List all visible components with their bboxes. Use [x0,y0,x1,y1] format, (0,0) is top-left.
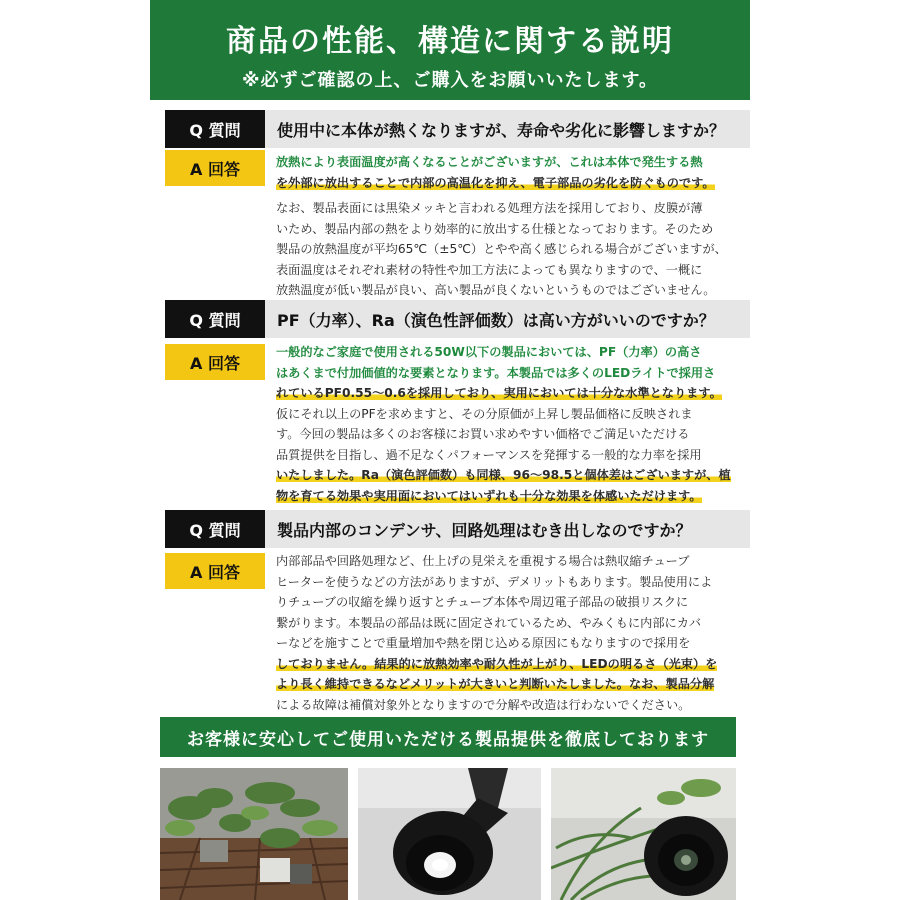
answer-line: 表面温度はそれぞれ素材の特性や加工方法によっても異なりますので、一概に [276,262,703,277]
answer-line [276,486,742,507]
question-row-2 [165,300,750,338]
answer-label: A 回答 [165,553,265,589]
question-text: 製品内部のコンデンサ、回路処理はむき出しなのですか？ [265,510,750,548]
hl-phrase: 物を育てる効果や実用面においてはいずれも十分な効果を体感いただけます。 [276,488,702,503]
answer-line: 品質提供を目指し、過不足なくパフォーマンスを発揮する一般的な力率を採用 [276,447,702,462]
answer-body-2 [276,342,742,506]
answer-line [276,465,742,486]
page-subtitle: ※必ずご確認の上、ご購入をお願いいたします。 [241,70,659,91]
spotlight-photo [358,768,541,900]
spotlight-plants-photo [551,768,736,900]
hl-phrase: しておりません。結果的に放熱効率や耐久性が上がり、LEDの明るさ（光束）を [276,656,718,671]
answer-line: なお、製品表面には黒染メッキと言われる処理方法を採用しており、皮膜が薄 [276,201,703,215]
answer-body-1 [276,152,742,301]
question-label: Q 質問 [165,110,265,148]
hl-phrase: より長く維持できるなどメリットが大きいと判断いたしました。なお、製品分解 [276,677,715,691]
hl-phrase: れているPF0.55〜0.6を採用しており、実用においては十分な水準となります。 [276,386,722,400]
answer-line: いため、製品内部の熱をより効率的に放出する仕様となっております。そのため [276,221,714,236]
hl-phrase: 放熱により表面温度が高くなることがございますが、これは本体で発生する熱 [276,155,703,169]
answer-line: ーなどを施すことで重量増加や熱を閉じ込める原因にもなりますので採用を [276,636,691,650]
answer-line [276,654,742,675]
hl-phrase: 一般的なご家庭で使用される50W以下の製品においては、PF（力率）の高さ [276,345,702,359]
page-title: 商品の性能、構造に関する説明 [226,24,674,59]
answer-label: A 回答 [165,150,265,186]
hl-phrase: を外部に放出することで内部の高温化を抑え、電子部品の劣化を防ぐものです。 [276,175,715,190]
hl-phrase: いたしました。Ra（演色評価数）も同様、96〜98.5と個体差はございますが、植 [276,468,731,482]
answer-line: 繋がります。本製品の部品は既に固定されているため、やみくもに内部にカバ [276,615,702,630]
answer-line [276,363,742,384]
answer-line: 仮にそれ以上のPFを求めますと、その分原価が上昇し製品価格に反映されま [276,406,693,421]
hl-phrase: はあくまで付加価値的な要素となります。本製品では多くのLEDライトで採用さ [276,365,716,380]
answer-line: ヒーターを使うなどの方法がありますが、デメリットもあります。製品使用によ [276,574,713,589]
answer-line [276,383,742,404]
answer-line: りチューブの収縮を繰り返すとチューブ本体や周辺電子部品の破損リスクに [276,595,689,609]
question-text: PF（力率）、Ra（演色性評価数）は高い方がいいのですか？ [265,300,750,338]
answer-line: 製品の放熱温度が平均65℃（±5℃）とやや高く感じられる場合がございますが、 [276,242,727,256]
answer-line [276,342,742,363]
answer-label: A 回答 [165,344,265,380]
question-label: Q 質問 [165,510,265,548]
answer-line [276,674,742,695]
assurance-banner: お客様に安心してご使用いただける製品提供を徹底しております [160,717,736,757]
question-row-3 [165,510,750,548]
answer-line: 放熱温度が低い製品が良い、高い製品が良くないというものではございません。 [276,283,716,297]
question-text: 使用中に本体が熱くなりますが、寿命や劣化に影響しますか？ [265,110,750,148]
header-banner [150,0,750,100]
answer-body-3 [276,551,742,715]
answer-line: す。今回の製品は多くのお客様にお買い求めやすい価格でご満足いただける [276,427,690,441]
answer-line [276,173,742,194]
question-row-1 [165,110,750,148]
answer-line: 内部部品や回路処理など、仕上げの見栄えを重視する場合は熱収縮チューブ [276,554,690,568]
answer-line [276,152,742,173]
question-label: Q 質問 [165,300,265,338]
plants-photo [160,768,348,900]
answer-line: による故障は補償対象外となりますので分解や改造は行わないでください。 [276,697,691,712]
